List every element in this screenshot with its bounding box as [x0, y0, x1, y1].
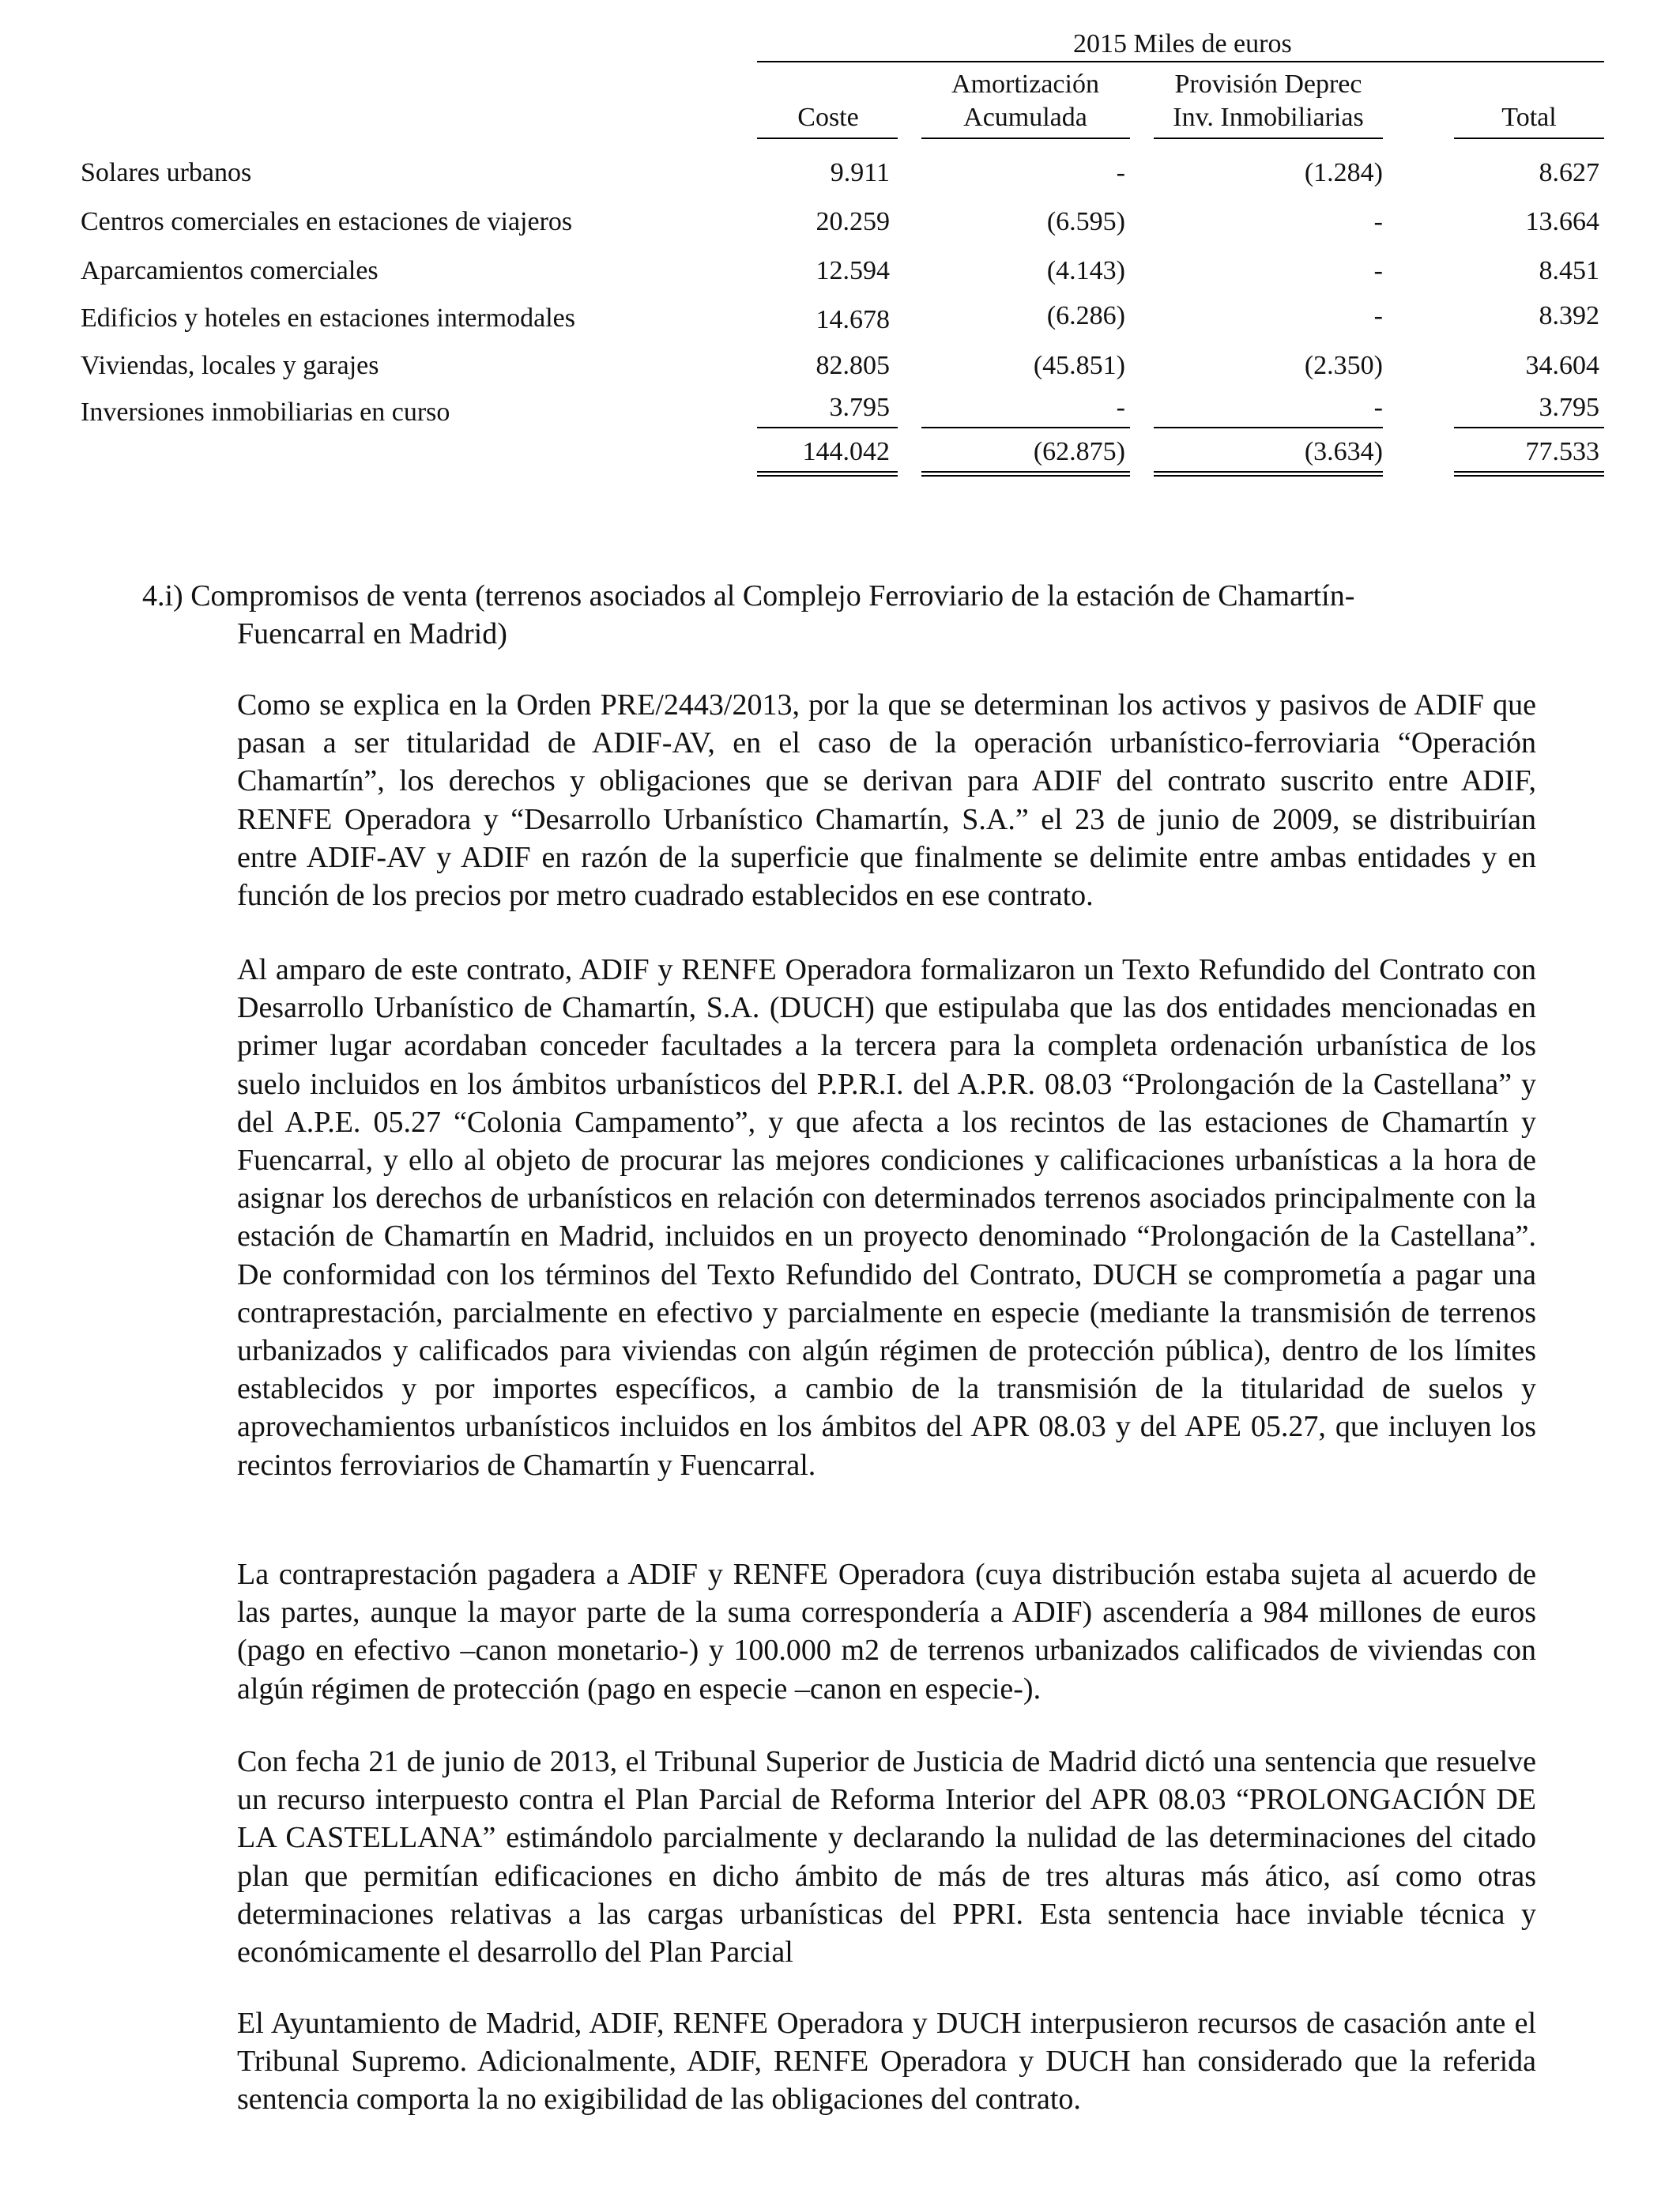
total-double-rule-coste — [757, 471, 898, 477]
table-row-label: Inversiones inmobiliarias en curso — [81, 398, 450, 427]
total-double-rule-amortizacion — [921, 471, 1130, 477]
column-header-amortizacion-line2: Acumulada — [963, 103, 1087, 132]
table-cell-coste: 20.259 — [816, 207, 890, 236]
table-cell-amortizacion: (6.286) — [1046, 301, 1125, 330]
subtotal-rule-coste — [757, 427, 898, 428]
total-cell-coste: 144.042 — [802, 437, 890, 466]
table-row-label: Viviendas, locales y garajes — [81, 351, 379, 380]
column-header-total — [1454, 101, 1604, 134]
table-cell-total: 34.604 — [1525, 351, 1599, 380]
section-heading-line2: Fuencarral en Madrid) — [237, 617, 507, 650]
subtotal-rule-amortizacion — [921, 427, 1130, 428]
table-cell-provision: (1.284) — [1304, 158, 1383, 187]
paragraph-texto-refundido: Al amparo de este contrato, ADIF y RENFE Operadora formalizaron un Texto Refundido del Contrato con Desarrollo Urbanístico de Chamartín, S.A. (DUCH) que estipulaba que las dos entidades mencionadas en primer lugar acordaban conceder facultades a la tercera para la completa ordenación urbanística de los suelo incluidos en los ámbitos urbanísticos del P.P.R.I. del A.P.R. 08.03 “Prolongación de la Castellana” y del A.P.E. 05.27 “Colonia Campamento”, y que afecta a los recintos de las estaciones de Chamartín y Fuencarral, y ello al objeto de procurar las mejores condiciones y calificaciones urbanísticas a la hora de asignar los derechos de urbanísticos en relación con determinados terrenos asociados principalmente con la estación de Chamartín en Madrid, incluidos en un proyecto denominado “Prolongación de la Castellana”. De conformidad con los términos del Texto Refundido del Contrato, DUCH se comprometía a pagar una contraprestación, parcialmente en efectivo y parcialmente en especie (mediante la transmisión de terrenos urbanizados y calificados para viviendas con algún régimen de protección pública), dentro de los límites establecidos y por importes específicos, a cambio de la transmisión de la titularidad de suelos y aprovechamientos urbanísticos incluidos en los ámbitos del APR 08.03 y del APE 05.27, que incluyen los recintos ferroviarios de Chamartín y Fuencarral. — [237, 953, 1536, 1482]
table-cell-provision: - — [1373, 393, 1383, 422]
column-header-coste-label: Coste — [797, 103, 859, 132]
total-cell-provision: (3.634) — [1304, 437, 1383, 466]
table-cell-provision: - — [1373, 301, 1383, 330]
section-heading-line1: 4.i) Compromisos de venta (terrenos asociados al Complejo Ferroviario de la estación de Chamartín- — [142, 579, 1355, 613]
table-cell-coste: 3.795 — [829, 393, 890, 422]
table-cell-total: 8.392 — [1539, 301, 1599, 330]
column-header-provision-line2: Inv. Inmobiliarias — [1173, 103, 1364, 132]
table-cell-amortizacion: - — [1116, 393, 1125, 422]
table-cell-total: 13.664 — [1525, 207, 1599, 236]
total-cell-total: 77.533 — [1525, 437, 1599, 466]
paragraph-orden-pre: Como se explica en la Orden PRE/2443/2013, por la que se determinan los activos y pasivos de ADIF que pasan a ser titularidad de ADIF-AV, en el caso de la operación urbanístico-ferroviaria “Operación Chamartín”, los derechos y obligaciones que se derivan para ADIF del contrato suscrito entre ADIF, RENFE Operadora y “Desarrollo Urbanístico Chamartín, S.A.” el 23 de junio de 2009, se distribuirían entre ADIF-AV y ADIF en razón de la superficie que finalmente se delimite entre ambas entidades y en función de los precios por metro cuadrado establecidos en ese contrato. — [237, 688, 1536, 913]
paragraph-sentencia: Con fecha 21 de junio de 2013, el Tribunal Superior de Justicia de Madrid dictó una sentencia que resuelve un recurso interpuesto contra el Plan Parcial de Reforma Interior del APR 08.03 “PROLONGACIÓN DE LA CASTELLANA” estimándolo parcialmente y declarando la nulidad de las determinaciones del citado plan que permitían edificaciones en dicho ámbito de más de tres alturas más ático, así como otras determinaciones relativas a las cargas urbanísticas del PPRI. Esta sentencia hace inviable técnica y económicamente el desarrollo del Plan Parcial — [237, 1745, 1536, 1970]
column-header-provision — [1154, 68, 1383, 134]
total-cell-amortizacion: (62.875) — [1033, 437, 1125, 466]
table-header-rule — [757, 61, 1604, 62]
total-double-rule-total — [1454, 471, 1604, 477]
table-row-label: Aparcamientos comerciales — [81, 256, 379, 285]
table-row-label: Solares urbanos — [81, 158, 252, 187]
column-underline-total — [1454, 138, 1604, 139]
table-cell-coste: 12.594 — [816, 256, 890, 285]
table-cell-amortizacion: - — [1116, 158, 1125, 187]
column-underline-amortizacion — [921, 138, 1130, 139]
table-cell-provision: - — [1373, 207, 1383, 236]
table-period-header: 2015 Miles de euros — [1073, 29, 1292, 58]
table-cell-total: 3.795 — [1539, 393, 1599, 422]
table-cell-amortizacion: (4.143) — [1046, 256, 1125, 285]
table-row-label: Centros comerciales en estaciones de viajeros — [81, 207, 573, 236]
column-underline-provision — [1154, 138, 1383, 139]
column-header-amortizacion-line1: Amortización — [951, 70, 1099, 99]
table-cell-coste: 82.805 — [816, 351, 890, 380]
table-cell-coste: 9.911 — [830, 158, 890, 187]
column-header-amortizacion — [921, 68, 1130, 134]
subtotal-rule-total — [1454, 427, 1604, 428]
table-row-label: Edificios y hoteles en estaciones intermodales — [81, 303, 575, 333]
column-underline-coste — [757, 138, 898, 139]
table-cell-amortizacion: (6.595) — [1046, 207, 1125, 236]
table-cell-coste: 14.678 — [816, 305, 890, 334]
paragraph-contraprestacion: La contraprestación pagadera a ADIF y RENFE Operadora (cuya distribución estaba sujeta al acuerdo de las partes, aunque la mayor parte de la suma correspondería a ADIF) ascendería a 984 millones de euros (pago en efectivo –canon monetario-) y 100.000 m2 de terrenos urbanizados calificados de viviendas con algún régimen de protección (pago en especie –canon en especie-). — [237, 1558, 1536, 1706]
section-heading — [142, 577, 1549, 653]
table-cell-amortizacion: (45.851) — [1033, 351, 1125, 380]
table-cell-provision: (2.350) — [1304, 351, 1383, 380]
investment-property-table — [0, 0, 1680, 506]
subtotal-rule-provision — [1154, 427, 1383, 428]
table-cell-provision: - — [1373, 256, 1383, 285]
paragraph-recursos-casacion: El Ayuntamiento de Madrid, ADIF, RENFE Operadora y DUCH interpusieron recursos de casación ante el Tribunal Supremo. Adicionalmente, ADIF, RENFE Operadora y DUCH han considerado que la referida sentencia comporta la no exigibilidad de las obligaciones del contrato. — [237, 2007, 1536, 2117]
column-header-total-label: Total — [1501, 103, 1557, 132]
table-cell-total: 8.627 — [1539, 158, 1599, 187]
column-header-coste — [757, 101, 899, 134]
column-header-provision-line1: Provisión Deprec — [1174, 70, 1362, 99]
table-cell-total: 8.451 — [1539, 256, 1599, 285]
total-double-rule-provision — [1154, 471, 1383, 477]
